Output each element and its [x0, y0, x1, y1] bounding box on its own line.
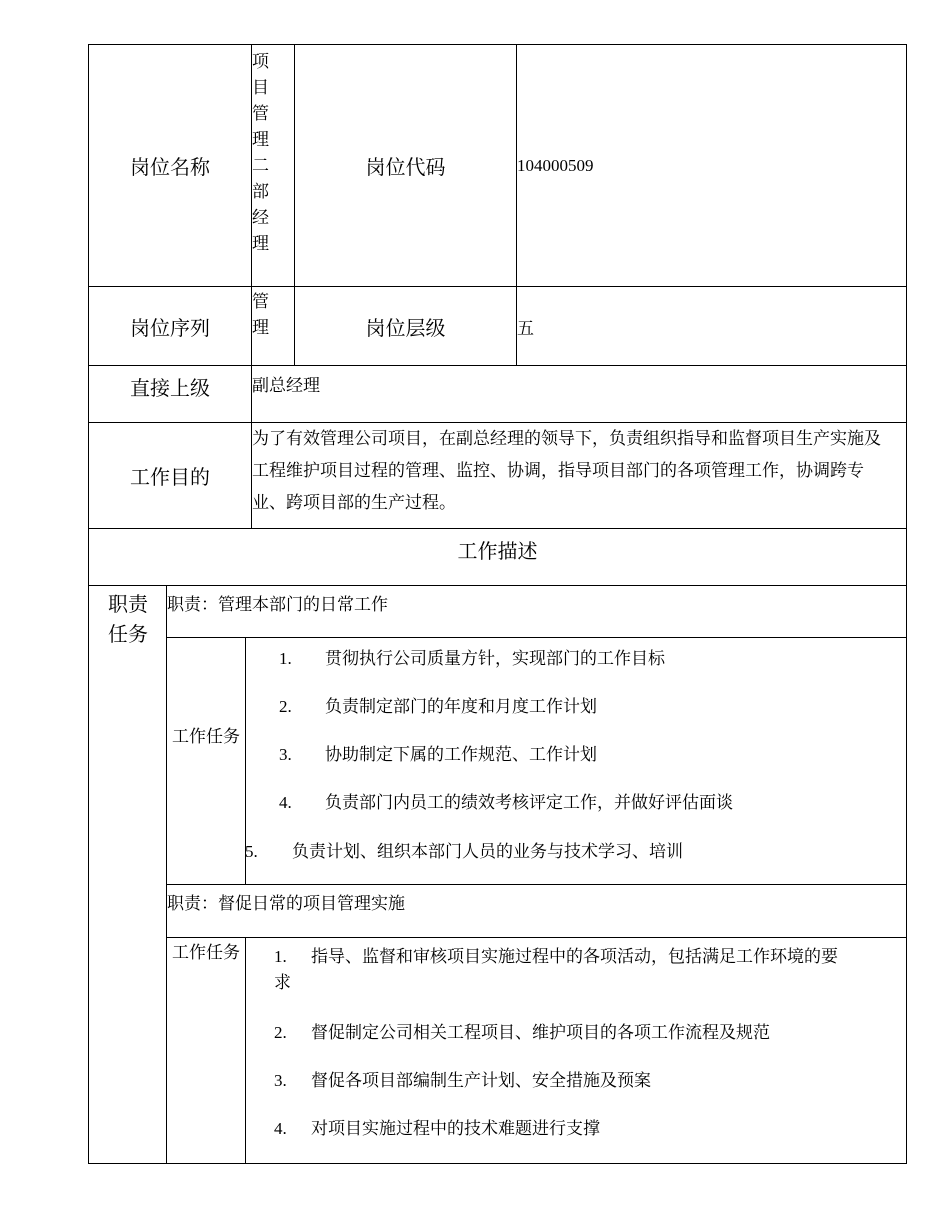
description-title: 工作描述	[88, 529, 907, 586]
row-purpose	[88, 423, 907, 529]
superior-value: 副总经理	[252, 376, 320, 395]
duty-2-divider	[245, 938, 246, 1163]
row-superior	[88, 366, 907, 423]
duty-1-task-label: 工作任务	[172, 727, 240, 746]
job-series-value-cell	[251, 287, 294, 365]
superior-label: 直接上级	[130, 378, 210, 400]
job-series-value: 管理	[252, 292, 269, 337]
duty-1-task-2: 2. 负责制定部门的年度和月度工作计划	[279, 697, 597, 716]
duties-label: 职责任务	[108, 594, 148, 646]
purpose-label: 工作目的	[130, 467, 210, 489]
duty-1-task-3: 3. 协助制定下属的工作规范、工作计划	[279, 745, 597, 764]
job-code-label: 岗位代码	[294, 45, 516, 286]
job-level-value-cell	[516, 287, 906, 365]
duty-2-task-1-cont: 求	[274, 973, 291, 992]
job-name-value-cell	[251, 45, 294, 286]
superior-value-cell	[251, 366, 906, 422]
purpose-value: 为了有效管理公司项目，在副总经理的领导下，负责组织指导和监督项目生产实施及工程维护项目过程的管理、监控、协调，指导项目部门的各项管理工作，协调跨专业、跨项目部的生产过程。	[251, 423, 906, 528]
row-job-name	[88, 44, 907, 287]
row-job-series	[88, 287, 907, 366]
duty-1-task-1: 1. 贯彻执行公司质量方针，实现部门的工作目标	[279, 649, 665, 668]
job-series-label: 岗位序列	[130, 317, 210, 340]
duty-1-task-5: 5. 负责计划、组织本部门人员的业务与技术学习、培训	[245, 842, 683, 861]
duty-1-title: 职责：管理本部门的日常工作	[167, 586, 906, 638]
duty-2-title: 职责：督促日常的项目管理实施	[167, 885, 906, 938]
job-code-value: 104000509	[517, 155, 594, 175]
duty-2-task-1: 1. 指导、监督和审核项目实施过程中的各项活动，包括满足工作环境的要	[274, 947, 838, 966]
duty-1-tasks	[167, 638, 906, 885]
job-name-label: 岗位名称	[130, 157, 210, 179]
duty-2-task-label: 工作任务	[172, 943, 240, 962]
job-level-label: 岗位层级	[294, 287, 516, 365]
duty-2-task-4: 4. 对项目实施过程中的技术难题进行支撑	[274, 1119, 600, 1138]
duties-block	[88, 586, 907, 1164]
job-name-value: 项目管理二部经理	[252, 52, 269, 253]
duty-2-tasks	[167, 938, 906, 1163]
job-code-value-cell	[516, 45, 906, 286]
job-level-value: 五	[517, 318, 534, 338]
duties-content	[166, 586, 906, 1163]
job-description-table	[88, 44, 907, 1164]
duty-2-task-3: 3. 督促各项目部编制生产计划、安全措施及预案	[274, 1071, 651, 1090]
duty-2-task-2: 2. 督促制定公司相关工程项目、维护项目的各项工作流程及规范	[274, 1023, 770, 1042]
duty-1-task-4: 4. 负责部门内员工的绩效考核评定工作，并做好评估面谈	[279, 793, 733, 812]
